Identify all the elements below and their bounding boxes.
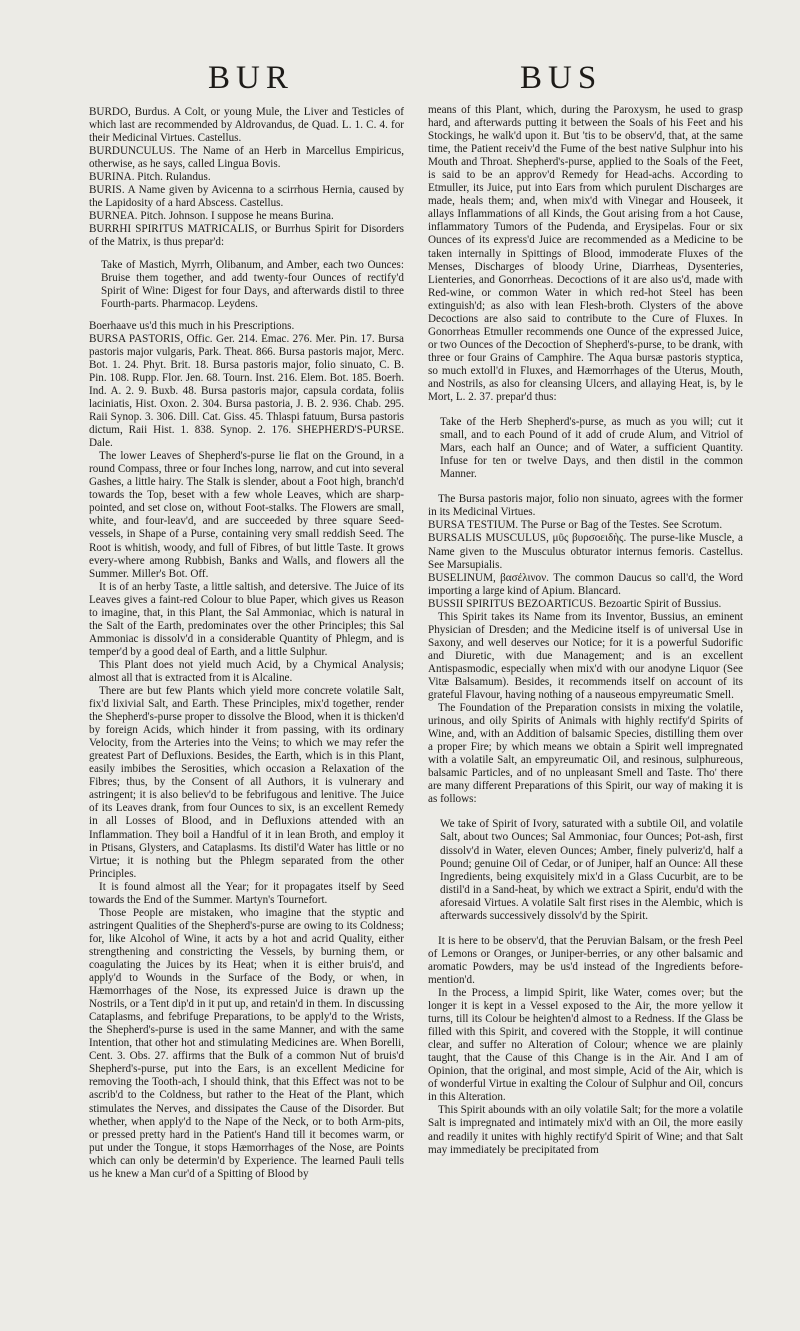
entry-bursa-testium: BURSA TESTIUM. The Purse or Bag of the Testes. See Scrotum. bbox=[428, 519, 723, 532]
left-column bbox=[89, 106, 404, 1181]
right-column bbox=[428, 104, 743, 1157]
bussius-paragraph: This Spirit takes its Name from its Inventor, Bussius, an eminent Physician of Dresden; and the Medicine itself is of universal Use in Saxony, and well deserves our Notice; for it is a powerful Sudorific and Diuretic, with due Management; and is an excellent Antispasmodic, especially when mix'd with our anodyne Liquor (See Vitæ Balsamum). Besides, it recommends itself on account of its grateful Flavour, having nothing of a nauseous empyreumatic Smell. bbox=[428, 610, 743, 702]
salts-paragraph: There are but few Plants which yield more concrete volatile Salt, fix'd lixivial Salt, and Earth. These Principles, mix'd together, render the Shepherd's-purse proper to dissolve the Blood, when it is thicken'd by foreign Acids, which hinder it from passing, with its ordinary Velocity, from the Arteries into the Veins; to which we may refer the greatest Part of Defluxions. Besides, the Earth, which is in this Plant, easily imbibes the Serosities, which occasion a Relaxation of the Fibres; thus, by the Consent of all Authors, it is vulnerary and astringent; it is also believ'd to be febrifugous and lenitive. The Juice of its Leaves drank, from four Ounces to six, is an excellent Remedy in all Losses of Blood, and in Defluxions attended with an Inflammation. They boil a Handful of it in lean Broth, and employ it in Ptisans, Glysters, and Cataplasms. Its distil'd Water has little or no Virtue; it is nothing but the Phlegm separated from the other Principles. bbox=[89, 685, 404, 880]
entry-bussii-spiritus: BUSSII SPIRITUS BEZOARTICUS. Bezoartic Spirit of Bussius. bbox=[428, 597, 722, 610]
entry-buris: BURIS. A Name given by Avicenna to a scirrhous Hernia, caused by the Lapidosity of a hard Abscess. Castellus. bbox=[89, 184, 404, 210]
recipe-block-ivory bbox=[440, 818, 743, 922]
recipe-block bbox=[101, 259, 404, 311]
styptic-paragraph: Those People are mistaken, who imagine that the styptic and astringent Qualities of the Shepherd's-purse are owing to its Coldness; for, like Alcohol of Wine, it acts by a hot and acrid Quality, either strengthening and constricting the Vessels, by burning them, or coagulating the Juices by its Heat; when it is either bruis'd, and apply'd to Wounds in the Surface of the Body, or when, in Hæmorrhages of the Nose, its expressed Juice is drawn up the Nostrils, or a Tent dip'd in it put up, and retain'd in them. In discussing Cataplasms, and febrifuge Preparations, to be apply'd to the Wrists, the Shepherd's-purse is used in the same Manner, and with the same Intention, that other hot and stimulating Medicines are. When Borelli, Cent. 3. Obs. 27. affirms that the Bulk of a common Nut of bruis'd Shepherd's-purse, put into the Ears, is an excellent Medicine for removing the Tooth-ach, I should think, that this Effect was not to be ascrib'd to the Coldness, but rather to the Heat of the Plant, which stimulates the Nerves, and dissipates the Cause of the Disorder. But whether, when apply'd to the Nape of the Neck, or to both Arm-pits, or pressed pretty hard in the Patient's Hand till it becomes warm, or put under the Tongue, it stops Hæmorrhages of the Nose, are Points which can only be determin'd by Experience. The learned Pauli tells us he knew a Man cur'd of a Spitting of Blood by bbox=[89, 906, 404, 1180]
volatile-salt-paragraph: This Spirit abounds with an oily volatile Salt; for the more a volatile Salt is impregnated and intimately mix'd with an Oil, the more easily and readily it unites with highly rectify'd Spirit of Wine; and that Salt may immediately be precipitated from bbox=[428, 1104, 743, 1156]
running-head-right: BUS bbox=[520, 60, 603, 96]
analysis-paragraph: This Plant does not yield much Acid, by a Chymical Analysis; almost all that is extracted from it is Alcaline. bbox=[89, 658, 404, 684]
process-paragraph: In the Process, a limpid Spirit, like Water, comes over; but the longer it is kept in a Vessel exposed to the Air, the more yellow it turns, till its Colour be heighten'd almost to a Redness. If the Glass be filled with this Spirit, and covered with the Stopple, it will continue clear, and suffer no Alteration of Colour; whence we are plainly taught, that the Cause of this Change is in the Air. And I am of Opinion, that the original, and most simple, Acid of the Air, which is of wonderful Virtue in exalting the Colour of Sulphur and Oil, concurs in this Alteration. bbox=[428, 987, 743, 1104]
recipe-text-ivory: We take of Spirit of Ivory, saturated with a subtile Oil, and volatile Salt, about two Ounces; Sal Ammoniac, four Ounces; Pot-ash, first dissolv'd in Water, eleven Ounces; Amber, finely pulveriz'd, half a Pound; genuine Oil of Cedar, or of Juniper, half an Ounce: All these Ingredients, being exquisitely mix'd in a Glass Cucurbit, are to be distil'd in a Sand-heat, by which we extract a Spirit, endu'd with the aforesaid Virtues. A volatile Salt first rises in the Alembic, which is afterwards successively dissolv'd by the Spirit. bbox=[440, 818, 743, 922]
entry-burina: BURINA. Pitch. Rulandus. bbox=[89, 171, 211, 184]
peruvian-paragraph: It is here to be observ'd, that the Peruvian Balsam, or the fresh Peel of Lemons or Oranges, or Juniper-berries, or any other balsamic and aromatic Powders, may be us'd instead of the Ingredients before-mention'd. bbox=[428, 934, 743, 986]
entry-bursalis-musculus: BURSALIS MUSCULUS, μῦς βυρσοειδὴς. The purse-like Muscle, a Name given to the Musculus obturator internus femoris. Castellus. See Marsupialis. bbox=[428, 532, 743, 571]
entry-bursa-pastoris: BURSA PASTORIS, Offic. Ger. 214. Emac. 276. Mer. Pin. 17. Bursa pastoris major vulgaris, Park. Theat. 866. Bursa pastoris major, Merc. Bot. 1. 24. Phyt. Brit. 18. Bursa pastoris major, folio sinuato, C. B. Pin. 108. Rupp. Flor. Jen. 68. Tourn. Inst. 216. Elem. Bot. 185. Boerh. Ind. A. 2. 9. Buxb. 48. Bursa pastoris major, capsula cordata, foliis laciniatis, Hist. Oxon. 2. 304. Bursa pastoria, J. B. 2. 936. Chab. 295. Raii Synop. 3. 306. Dill. Cat. Giss. 45. Thlaspi fatuum, Bursa pastoris dictum, Raii Hist. 1. 838. Synop. 2. 176. SHEPHERD'S-PURSE. Dale. bbox=[89, 332, 404, 450]
entry-burdo: BURDO, Burdus. A Colt, or young Mule, the Liver and Testicles of which last are recommended by Aldrovandus, de Quad. L. 1. C. 4. for their Medicinal Virtues. Castellus. bbox=[89, 106, 404, 145]
recipe-block-aqua bbox=[440, 416, 743, 481]
running-head-left: BUR bbox=[208, 60, 294, 96]
foundation-paragraph: The Foundation of the Preparation consists in mixing the volatile, urinous, and oily Spirits of Animals with highly rectify'd Spirits of Wine, and, with an Addition of balsamic Species, distilling them over a proper Fire; by which means we obtain a Spirit well impregnated with a volatile Salt, an empyreumatic Oil, and resinous, sulphureous, balsamic Particles, and of no unpleasant Smell and Taste. Tho' there are many different Preparations of this Spirit, our way of making it is as follows: bbox=[428, 702, 743, 806]
entry-buselinum: BUSELINUM, βασέλινον. The common Daucus so call'd, the Word importing a large kind of Apium. Blancard. bbox=[428, 571, 743, 597]
boerhaave-note: Boerhaave us'd this much in his Prescriptions. bbox=[89, 319, 295, 332]
season-paragraph: It is found almost all the Year; for it propagates itself by Seed towards the End of the Summer. Martyn's Tournefort. bbox=[89, 880, 404, 906]
taste-paragraph: It is of an herby Taste, a little saltish, and detersive. The Juice of its Leaves gives a faint-red Colour to blue Paper, which gives us Reason to imagine, that, in this Plant, the Sal Ammoniac, which is natural in the Salt of the Earth, predominates over the other Principles; this Sal Ammoniac is dissolv'd in a considerable Quantity of Phlegm, and is temper'd by a good deal of Earth, and a little Sulphur. bbox=[89, 580, 404, 658]
recipe-text: Take of Mastich, Myrrh, Olibanum, and Amber, each two Ounces: Bruise them together, and add twenty-four Ounces of rectify'd Spirit of Wine: Digest for four Days, and afterwards distil to three Fourth-parts. Pharmacop. Leydens. bbox=[101, 258, 404, 310]
recipe-text-aqua: Take of the Herb Shepherd's-purse, as much as you will; cut it small, and to each Pound of it add of crude Alum, and Vitriol of Mars, each half an Ounce; and of Water, a sufficient Quantity. Infuse for ten or twelve Days, and then distil in the common Manner. bbox=[440, 416, 743, 481]
description-paragraph: The lower Leaves of Shepherd's-purse lie flat on the Ground, in a round Compass, three or four Inches long, narrow, and cut into several Gashes, a little hairy. The Stalk is slender, about a Foot high, branch'd towards the Top, beset with a few whole Leaves, which are sharp-pointed, and set close on, without Foot-stalks. The Flowers are small, white, and four-leav'd, and are succeeded by three square Seed-vessels, in Shape of a Purse, containing very small reddish Seed. The Root is whitish, woody, and full of Fibres, of but little Taste. It grows every-where among Rubbish, Banks and Walls, and flowers all the Summer. Miller's Bot. Off. bbox=[89, 450, 404, 580]
bursa-major-note: The Bursa pastoris major, folio non sinuato, agrees with the former in its Medicinal Virtues. bbox=[428, 493, 743, 519]
entry-burnea: BURNEA. Pitch. Johnson. I suppose he means Burina. bbox=[89, 210, 334, 223]
entry-burrhi: BURRHI SPIRITUS MATRICALIS, or Burrhus Spirit for Disorders of the Matrix, is thus prepar'd: bbox=[89, 223, 404, 249]
entry-burdunculus: BURDUNCULUS. The Name of an Herb in Marcellus Empiricus, otherwise, as he says, called Lingua Bovis. bbox=[89, 145, 404, 171]
continuation-paragraph: means of this Plant, which, during the Paroxysm, he used to grasp hard, and afterwards putting it between the Soals of his Feet and his Stockings, he walk'd upon it. But 'tis to be observ'd, that, at the same time, the Patient receiv'd the Fume of the best native Sulphur into his Mouth and Throat. Shepherd's-purse, applied to the Soals of the Feet, is said to be an approv'd Remedy for Head-achs. According to Etmuller, its Juice, put into Ears from which purulent Discharges are made, heals them; and, when mix'd with Vinegar and Houseek, it allays Inflammations of all Kinds, the Gout arising from a hot Cause, inflammatory Tumors of the Pudenda, and Erysipelas. Four or six Ounces of its express'd Juice are recommended as a Medicine to be taken internally in Spittings of Blood, immoderate Fluxes of the Menses, Discharges of bloody Urine, Diarrheas, Dysenteries, Lienteries, and Gonorrheas. Decoctions of it are also us'd, made with Red-wine, or common Water in which red-hot Steel has been extinguish'd; as also with lean Flesh-broth. Clysters of the above Decoctions are also said to contribute to the Cure of Fluxes. In Gonorrheas Etmuller recommends one Ounce of the expressed Juice, or two Ounces of the Decoction of Shepherd's-purse, to be drank, with three or four Grains of Camphire. The Aqua bursæ pastoris styptica, so much extoll'd in Fluxes, and Hæmorrhages of the Uterus, Mouth, and Nostrils, as also for cleansing Ulcers, and allaying Heat, is, by le Mort, L. 2. 37. prepar'd thus: bbox=[428, 104, 743, 404]
